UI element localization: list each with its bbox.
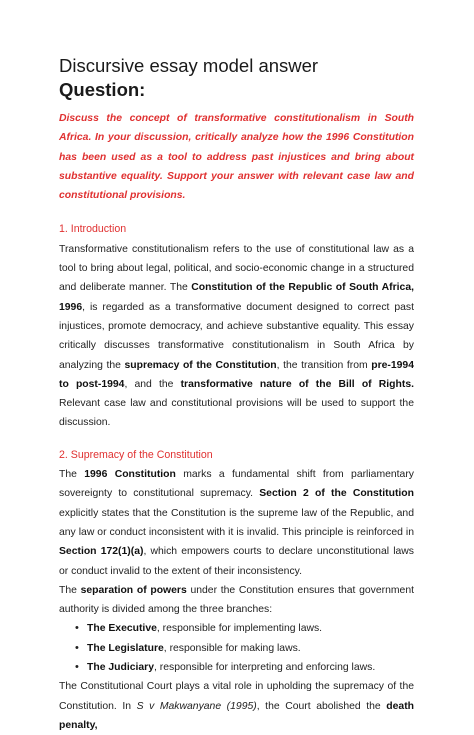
text-run: , which empowers courts to declare unconstitutional laws or conduct invalid to the extent of their inconsistency. [59,546,415,577]
italic-case-name: S v Makwanyane (1995) [136,700,257,712]
text-run: Relevant case law and constitutional provisions will be used to support the discussion. [59,398,414,429]
question-text: Discuss the concept of transformative constitutionalism in South Africa. In your discussion, critically analyze how the 1996 Constitution has been used as a tool to address past injustices and bring about substantive equality. Support your answer with relevant case law and constitutional provisions. [59,113,414,202]
branch-description: , responsible for interpreting and enforcing laws. [154,662,376,674]
list-item [75,619,414,638]
branch-description: , responsible for implementing laws. [156,623,323,635]
text-run: , and the [124,378,181,390]
bold-text-run: death penalty [59,700,415,731]
text-run: under the Constitution ensures that government authority is divided among the three branches: [59,584,414,616]
bold-text-run: transformative nature of the Bill of Rights. [180,378,414,390]
introduction-paragraph [59,240,414,433]
bold-text-run: separation of powers [80,584,187,596]
list-item [75,639,414,658]
question-heading: Question: [59,79,146,100]
bold-text-run: pre-1994 to post-1994 [59,359,414,390]
bold-text-run: Constitution of the Republic of South Africa, 1996 [59,282,414,313]
text-run: , the transition from [276,359,372,371]
list-item [75,658,414,677]
text-run: , the Court abolished the [256,700,387,712]
branch-description: , responsible for making laws. [163,642,301,654]
supremacy-paragraph-1 [59,465,414,581]
text-run: Transformative constitutionalism refers to the use of constitutional law as a tool to bring about legal, political, and socio-economic change in a structured and deliberate manner. The [59,243,414,294]
text-run: The [59,469,85,481]
introduction-heading: 1. Introduction [59,223,127,236]
text-run: marks a fundamental shift from parliamentary sovereignty to constitutional supremacy. [59,469,414,500]
bold-text-run: Section 2 of the Constitution [259,488,414,500]
bold-text-run: 1996 Constitution [84,469,176,481]
document-title: Discursive essay model answer [59,55,319,76]
text-run: , [94,719,98,731]
branch-name: The Executive [87,623,157,635]
text-run: , is regarded as a transformative document designed to correct past injustices, promote democracy, and achieve substantive equality. This essay critically discusses transformative constitutionalism in South Africa by analyzing the [59,301,414,371]
text-run: The Constitutional Court plays a vital role in upholding the supremacy of the Constitution. In [59,681,414,712]
bold-text-run: supremacy of the Constitution [124,359,277,371]
text-run: explicitly states that the Constitution is the supreme law of the Republic, and any law or conduct inconsistent with it is invalid. This principle is reinforced in [59,507,414,538]
supremacy-paragraph-2 [59,581,414,620]
branch-name: The Legislature [87,642,164,654]
branch-name: The Judiciary [87,662,154,674]
bold-text-run: Section 172(1)(a) [59,546,144,558]
supremacy-heading: 2. Supremacy of the Constitution [59,448,213,461]
text-run: The [59,584,81,596]
supremacy-paragraph-3 [59,677,414,735]
